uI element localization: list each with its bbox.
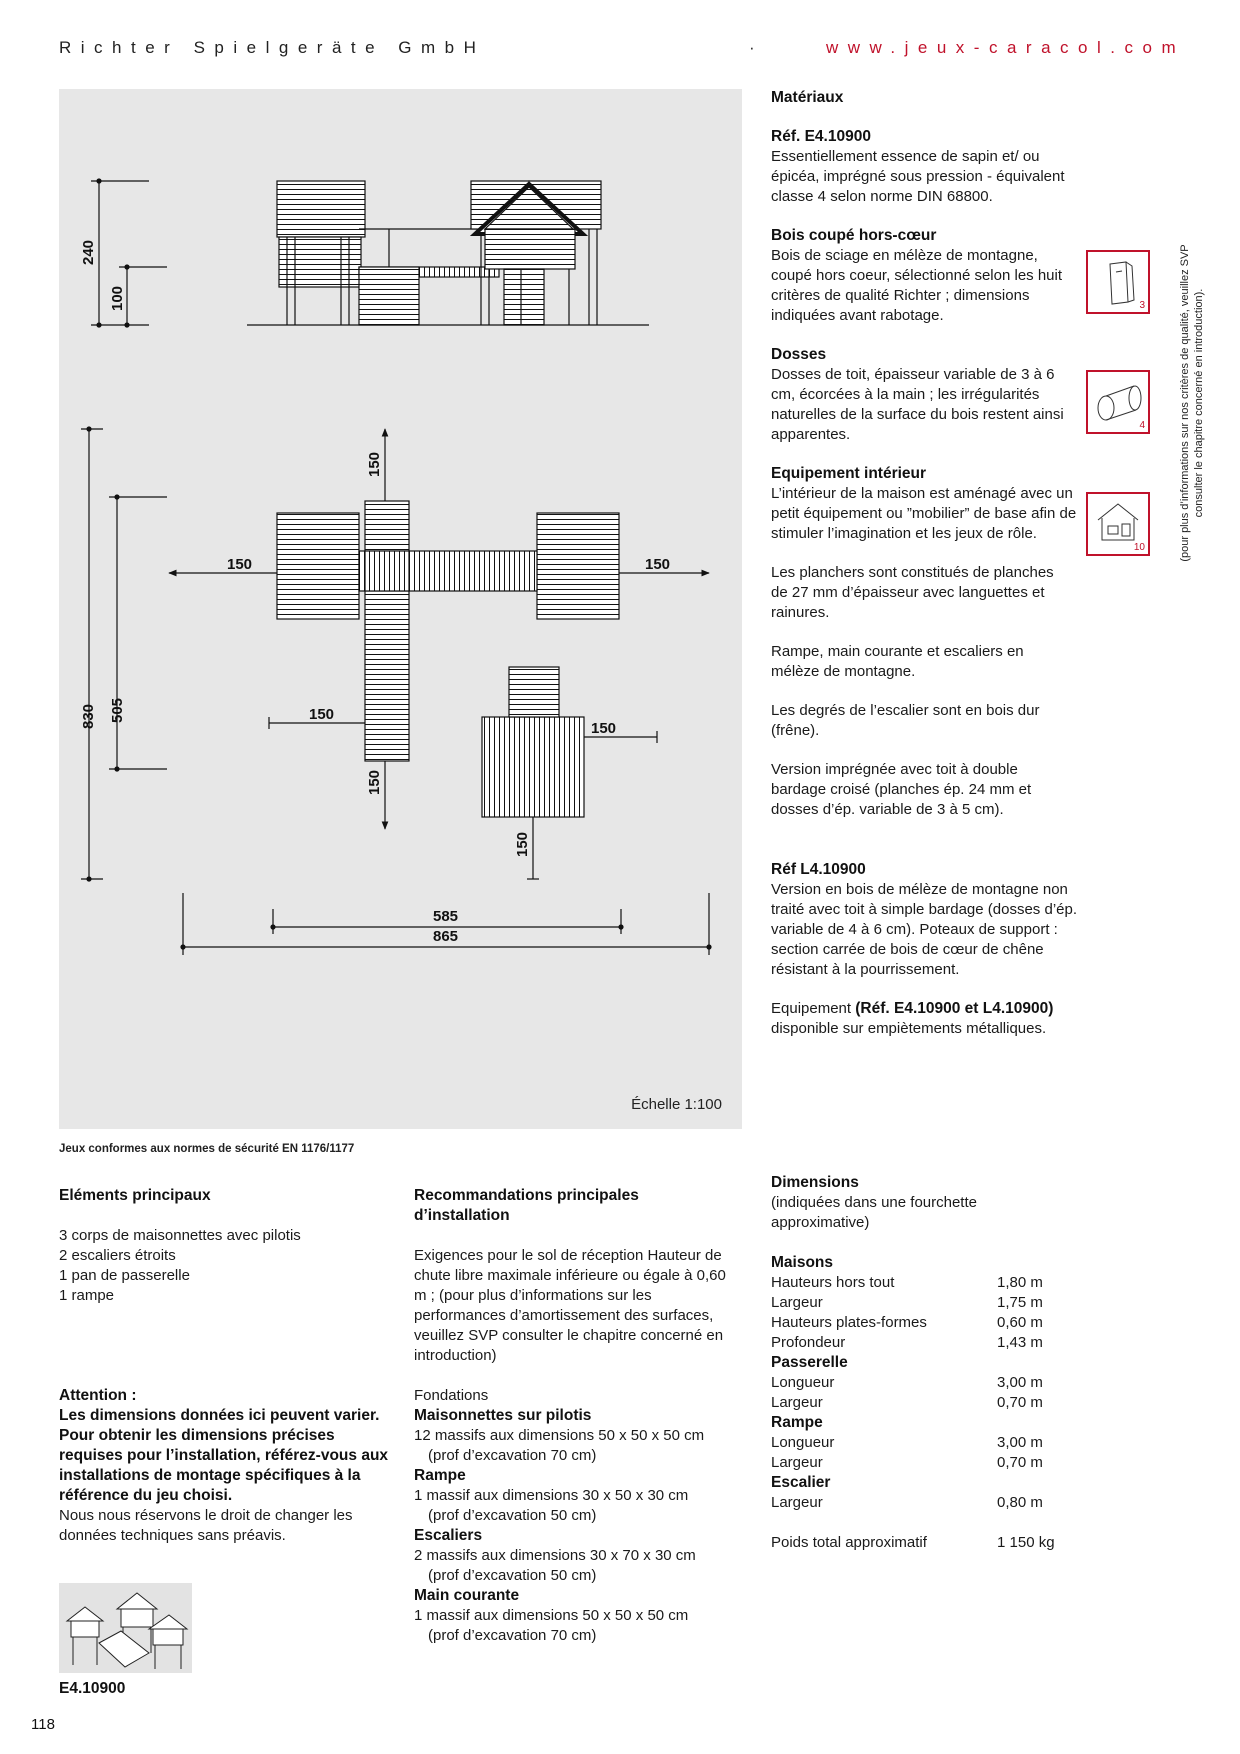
weight-row: [771, 1533, 1101, 1553]
foundation-depth: (prof d’excavation 50 cm): [428, 1567, 597, 1584]
dim-label: Largeur: [771, 1294, 823, 1311]
houses-title: Maisons: [771, 1254, 834, 1271]
foundation-line: 2 massifs aux dimensions 30 x 70 x 30 cm: [414, 1547, 696, 1564]
dim-value: 3,00 m: [997, 1374, 1043, 1391]
dim-plan-150-right: 150: [645, 556, 671, 573]
dim-plan-505: 505: [109, 697, 126, 723]
list-item: 3 corps de maisonnettes avec pilotis: [59, 1227, 301, 1244]
dim-row: [771, 1333, 1101, 1353]
foundation-line: 12 massifs aux dimensions 50 x 50 x 50 cm: [414, 1427, 705, 1444]
dim-label: Largeur: [771, 1494, 823, 1511]
log-slab-icon-number: 4: [1139, 420, 1145, 431]
foundation-depth: (prof d’excavation 50 cm): [428, 1507, 597, 1524]
foundation-group-title: Rampe: [414, 1467, 466, 1484]
main-elements-list: [59, 1226, 389, 1306]
dim-label: Largeur: [771, 1394, 823, 1411]
interior-heading: Equipement intérieur: [771, 465, 927, 482]
dim-row: [771, 1493, 1101, 1513]
slabs-text: Dosses de toit, épaisseur variable de 3 à 6 cm, écorcées à la main ; les irrégularités naturelles de la surface du bois restent ainsi apparentes.: [771, 366, 1064, 443]
equipment-refs: (Réf. E4.10900 et L4.10900): [855, 1000, 1054, 1017]
dim-value: 0,70 m: [997, 1394, 1043, 1411]
foundation-group-ramp: [414, 1466, 754, 1526]
materials-section: [771, 88, 1091, 1058]
heartwood-heading: Bois coupé hors-cœur: [771, 227, 937, 244]
dim-plan-150-stair-side: 150: [591, 720, 617, 737]
dim-value: 1,43 m: [997, 1334, 1043, 1351]
ref-l-text: Version en bois de mélèze de montagne non traité avec toit à simple bardage (dosses d’ép. variable de 4 à 6 cm). Poteaux de support : section carrée de bois de cœur de chêne résistant à la pourrissement.: [771, 881, 1077, 978]
drawing-svg: [59, 89, 742, 1129]
dim-label: Profondeur: [771, 1334, 846, 1351]
main-elements-section: [59, 1186, 389, 1546]
list-item: 2 escaliers étroits: [59, 1247, 176, 1264]
impregnated-text: Version imprégnée avec toit à double bardage croisé (planches ép. 24 mm et dosses d’ép. variable de 3 à 5 cm).: [771, 761, 1032, 818]
safety-norms-note: Jeux conformes aux normes de sécurité EN 1176/1177: [59, 1143, 355, 1155]
website-link[interactable]: www.jeux-caracol.com: [826, 38, 1186, 57]
dim-value: 0,60 m: [997, 1314, 1043, 1331]
dim-plan-865: 865: [433, 928, 459, 945]
technical-drawing: [59, 89, 742, 1129]
ground-requirements-text: Exigences pour le sol de réception Hauteur de chute libre maximale inférieure ou égale à 0,60 m ; (pour plus d’informations sur les performances d’amortissement des surfaces, veuillez SVP consulter le chapitre concerné en introduction): [414, 1247, 726, 1364]
dim-row: [771, 1433, 1101, 1453]
quality-side-note-text: (pour plus d’informations sur nos critères de qualité, veuillez SVP consulter le chapitre concerné en introduction).: [1179, 244, 1205, 562]
dim-value: 1,80 m: [997, 1274, 1043, 1291]
dim-value: 3,00 m: [997, 1434, 1043, 1451]
foundation-line: 1 massif aux dimensions 50 x 50 x 50 cm: [414, 1607, 689, 1624]
attention-title: Attention :: [59, 1387, 137, 1404]
dim-plan-150-left: 150: [227, 556, 253, 573]
dim-elevation-100: 100: [109, 285, 126, 311]
foundation-group-houses: [414, 1406, 754, 1466]
page-number: 118: [31, 1716, 55, 1733]
list-item: 1 pan de passerelle: [59, 1267, 190, 1284]
scale-label: Échelle 1:100: [631, 1096, 722, 1113]
foundation-group-stairs: [414, 1526, 754, 1586]
bridge-title: Passerelle: [771, 1354, 848, 1371]
dim-row: [771, 1293, 1101, 1313]
main-elements-title: Eléments principaux: [59, 1187, 211, 1204]
dim-plan-150-stair-bottom: 150: [514, 831, 531, 857]
plan-view: [81, 427, 711, 955]
materials-title: Matériaux: [771, 89, 844, 106]
reserve-text: Nous nous réservons le droit de changer les données techniques sans préavis.: [59, 1507, 353, 1544]
dim-plan-150-ramp-side: 150: [309, 706, 335, 723]
foundation-depth: (prof d’excavation 70 cm): [428, 1447, 597, 1464]
foundation-group-handrail: [414, 1586, 754, 1646]
product-code: E4.10900: [59, 1680, 126, 1697]
ramp-title: Rampe: [771, 1414, 823, 1431]
dim-label: Largeur: [771, 1454, 823, 1471]
installation-section: [414, 1186, 754, 1646]
log-slab-icon: [1086, 370, 1150, 434]
equipment-suffix: disponible sur empiètements métalliques.: [771, 1020, 1047, 1037]
dim-row: [771, 1393, 1101, 1413]
dim-label: Hauteurs hors tout: [771, 1274, 895, 1291]
installation-title: Recommandations principales d’installation: [414, 1187, 639, 1224]
dim-row: [771, 1313, 1101, 1333]
heartwood-text: Bois de sciage en mélèze de montagne, coupé hors coeur, sélectionné selon les huit critères de qualité Richter ; dimensions indiquées avant rabotage.: [771, 247, 1063, 324]
weight-label: Poids total approximatif: [771, 1534, 927, 1551]
ref-e-text: Essentiellement essence de sapin et/ ou épicéa, imprégné sous pression - équivalent classe 4 selon norme DIN 68800.: [771, 148, 1065, 205]
dim-value: 0,70 m: [997, 1454, 1043, 1471]
dimensions-title: Dimensions: [771, 1174, 859, 1191]
interior-text: L’intérieur de la maison est aménagé avec un petit équipement ou ”mobilier” de base afin de stimuler l’imagination et les jeux de rôle.: [771, 485, 1077, 542]
dim-value: 1,75 m: [997, 1294, 1043, 1311]
stairs-title: Escalier: [771, 1474, 831, 1491]
foundation-group-title: Escaliers: [414, 1527, 483, 1544]
product-thumbnail: [59, 1583, 192, 1673]
dim-label: Longueur: [771, 1374, 835, 1391]
dim-plan-150-ramp-bottom: 150: [366, 769, 383, 795]
dimensions-section: [771, 1173, 1101, 1553]
dim-elevation-240: 240: [80, 239, 97, 265]
dim-row: [771, 1453, 1101, 1473]
foundation-line: 1 massif aux dimensions 30 x 50 x 30 cm: [414, 1487, 689, 1504]
slabs-heading: Dosses: [771, 346, 827, 363]
list-item: 1 rampe: [59, 1287, 115, 1304]
foundation-depth: (prof d’excavation 70 cm): [428, 1627, 597, 1644]
page-header: [59, 38, 1186, 58]
dim-plan-585: 585: [433, 908, 459, 925]
ref-e-heading: Réf. E4.10900: [771, 128, 871, 145]
foundation-group-title: Maisonnettes sur pilotis: [414, 1407, 592, 1424]
dim-plan-830: 830: [80, 703, 97, 729]
steps-text: Les degrés de l’escalier sont en bois dur (frêne).: [771, 702, 1040, 739]
heartwood-icon-number: 3: [1139, 300, 1145, 311]
foundation-group-title: Main courante: [414, 1587, 520, 1604]
playhouse-illustration-icon: [59, 1583, 192, 1673]
house-furniture-icon-number: 10: [1133, 542, 1145, 553]
equipment-prefix: Equipement: [771, 1000, 856, 1017]
dim-label: Longueur: [771, 1434, 835, 1451]
elevation-view: [91, 179, 649, 327]
ref-l-heading: Réf L4.10900: [771, 861, 866, 878]
ramp-material-text: Rampe, main courante et escaliers en mélèze de montagne.: [771, 643, 1024, 680]
house-furniture-icon: [1086, 492, 1150, 556]
dim-row: [771, 1273, 1101, 1293]
header-separator: ·: [749, 38, 765, 57]
weight-value: 1 150 kg: [997, 1534, 1055, 1551]
dim-label: Hauteurs plates-formes: [771, 1314, 927, 1331]
dim-row: [771, 1373, 1101, 1393]
foundations-label: Fondations: [414, 1387, 489, 1404]
attention-text: Les dimensions données ici peuvent varier. Pour obtenir les dimensions précises requises pour l’installation, référez-vous aux installations de montage spécifiques à la référence du jeu choisi.: [59, 1407, 389, 1504]
dimensions-subtitle: (indiquées dans une fourchette approximative): [771, 1194, 977, 1231]
dim-plan-150-top: 150: [366, 451, 383, 477]
quality-side-note: [1178, 228, 1205, 578]
heartwood-icon: [1086, 250, 1150, 314]
dim-value: 0,80 m: [997, 1494, 1043, 1511]
floors-text: Les planchers sont constitués de planches de 27 mm d’épaisseur avec languettes et rainures.: [771, 564, 1054, 621]
company-name: Richter Spielgeräte GmbH: [59, 38, 486, 57]
